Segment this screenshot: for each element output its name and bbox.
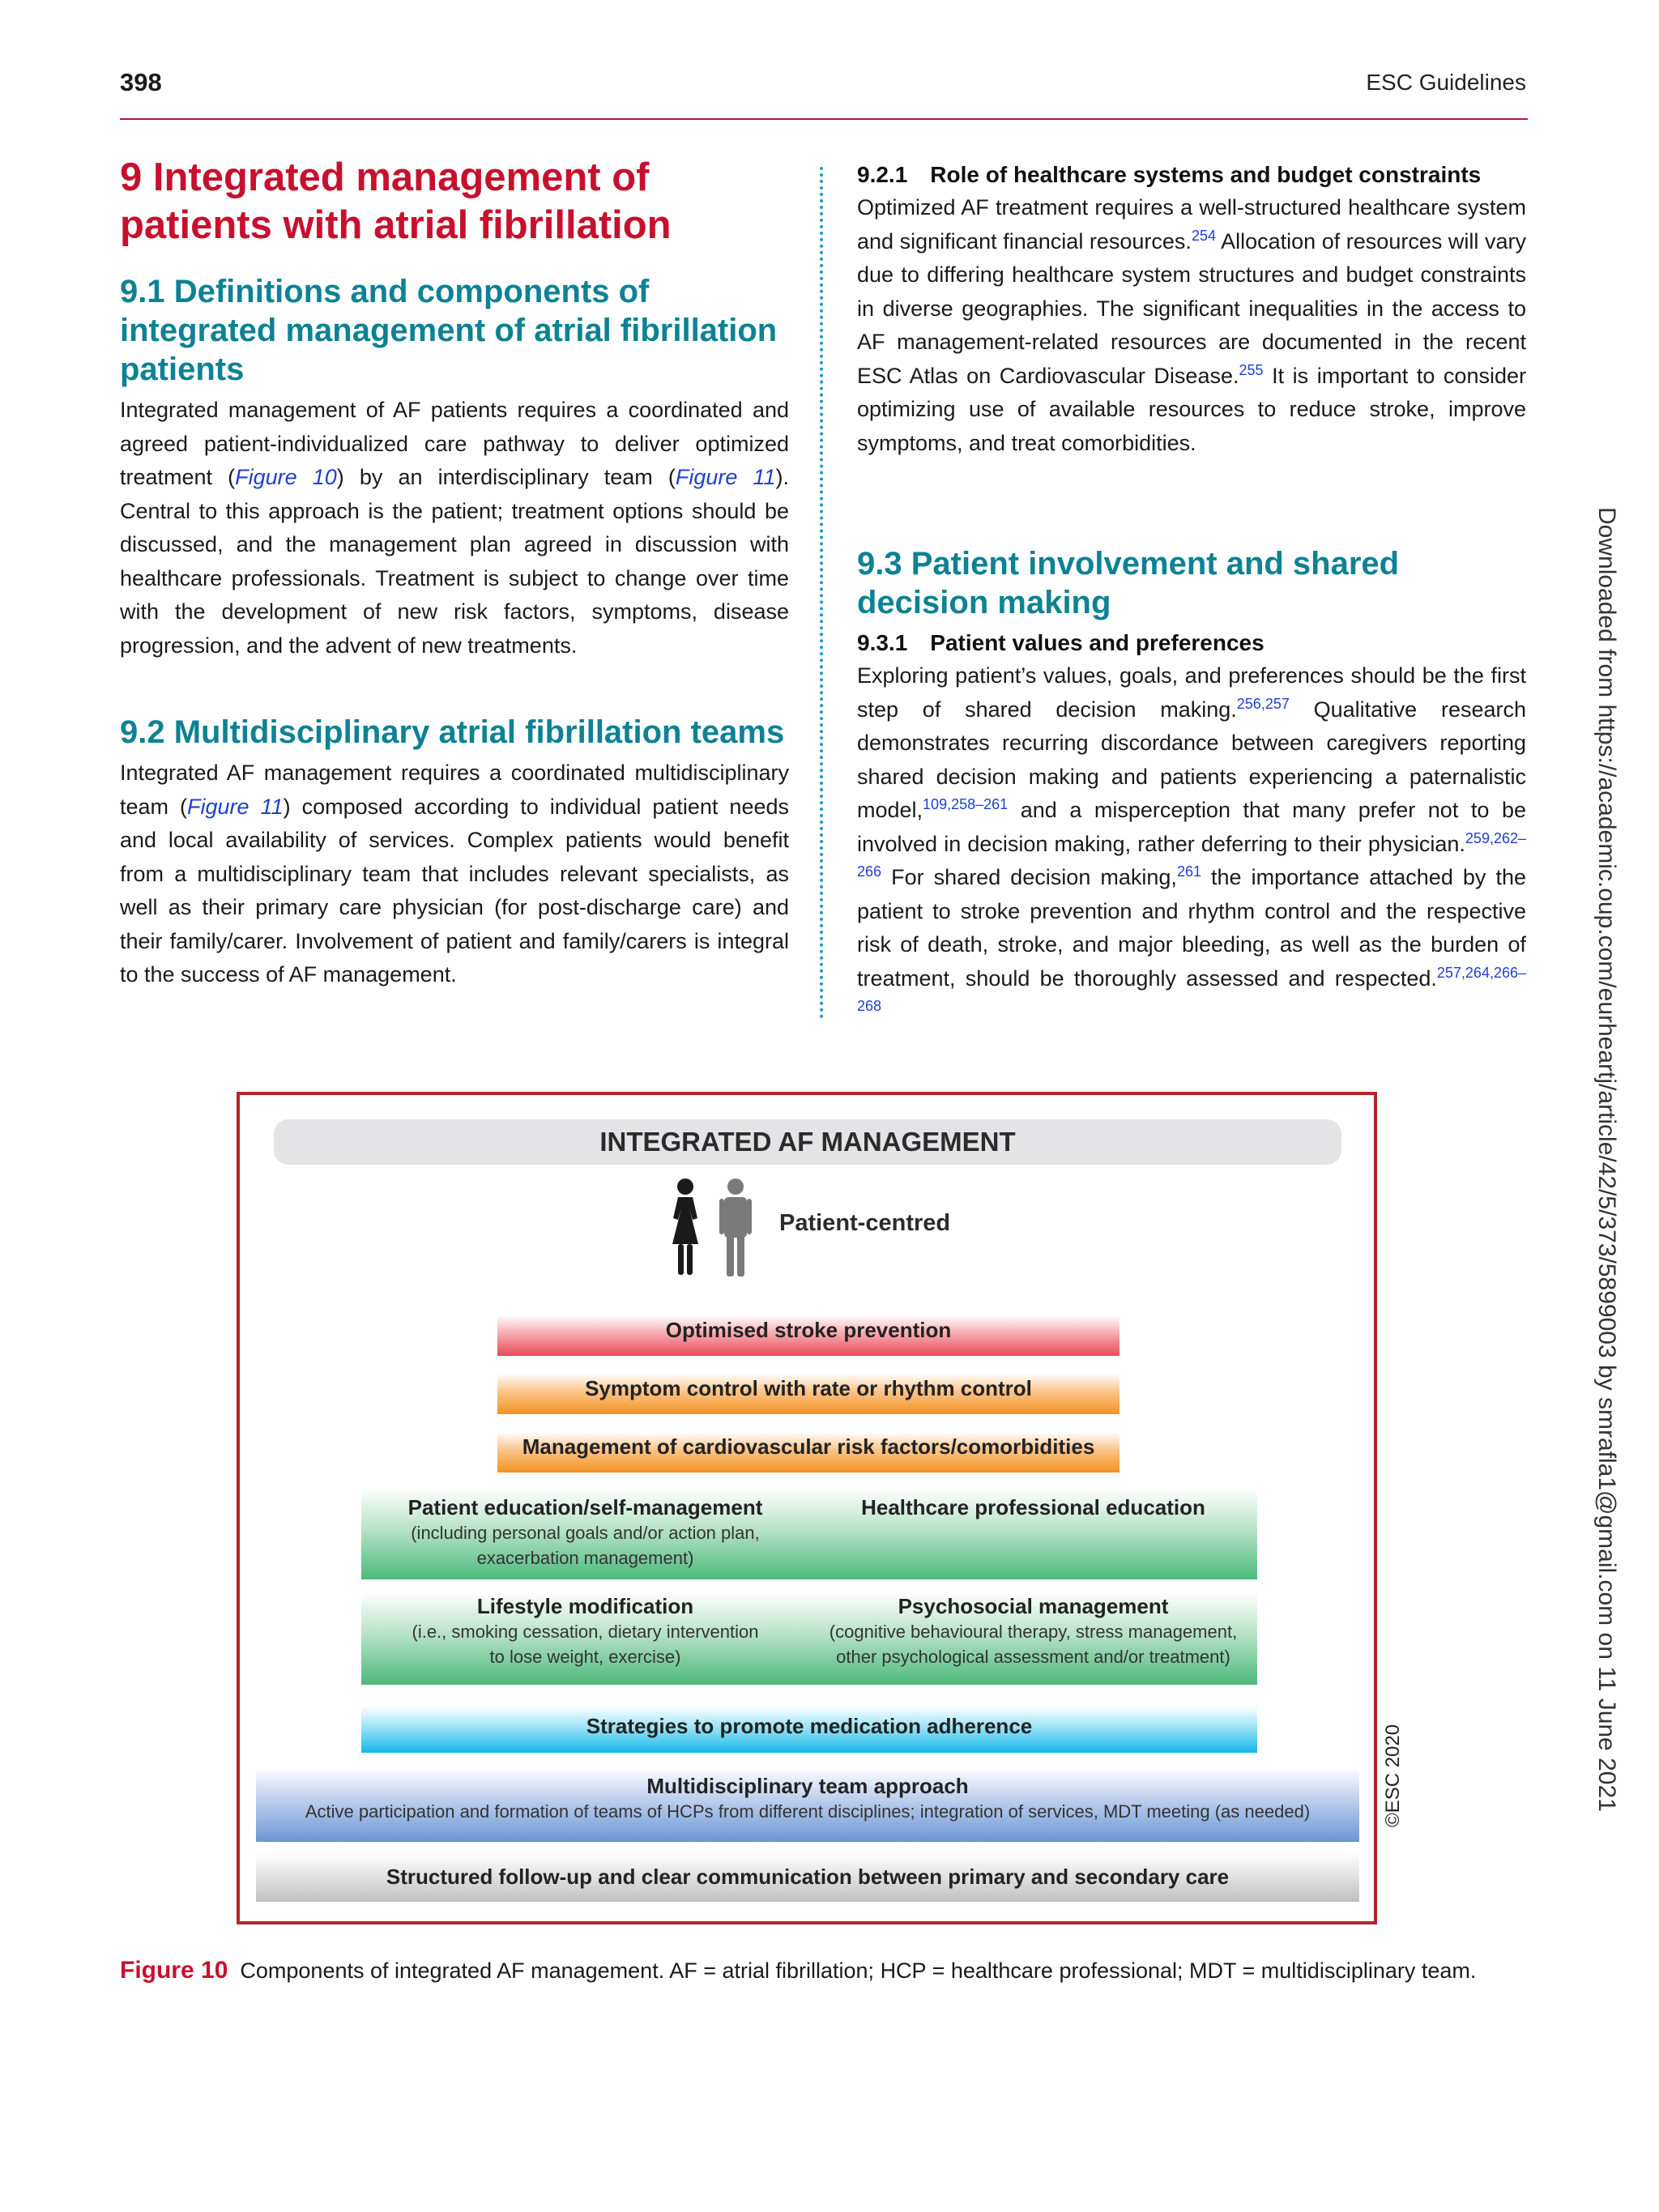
- woman-icon: [672, 1178, 698, 1275]
- mdt-approach-detail: Active participation and formation of teams of HCPs from different disciplines; integration of services, MDT meeting (as needed): [305, 1801, 1311, 1822]
- follow-up-layer: Structured follow-up and clear communication between primary and secondary care: [256, 1853, 1359, 1902]
- figure-title: INTEGRATED AF MANAGEMENT: [274, 1119, 1341, 1165]
- man-icon: [719, 1178, 752, 1276]
- page-number: 398: [120, 68, 162, 96]
- symptom-control-layer: Symptom control with rate or rhythm control: [497, 1374, 1120, 1414]
- section-title: 9 Integrated management of patients with atrial fibrillation: [120, 156, 672, 247]
- figure-caption: [120, 1957, 1476, 1984]
- section-9-3-1-paragraph: Exploring patient’s values, goals, and preferences should be the first step of shared decision making.$^{256,257}$ Qualitative research demonstrates recurring discordance between caregivers reporting shared decision making and patients experiencing a paternalistic model,$^{109,258-261}$ and a misperception that many prefer not to be involved in decision making, rather deferring to their physician.$^{259,262-266}$ For shared decision making,$^{261}$ the importance attached by the patient to stroke prevention and rhythm control and the respective risk of death, stroke, and major bleeding, as well as the burden of treatment, should be thoroughly assessed and respected.$^{257,264,266-268}$: [857, 663, 1526, 1014]
- lifestyle-detail-2: to lose weight, exercise): [489, 1647, 681, 1667]
- section-9-2-title: 9.2 Multidisciplinary atrial fibrillation teams: [120, 714, 785, 750]
- citation-link[interactable]: 259,262–266: [857, 829, 1526, 880]
- psychosocial-detail-1: (cognitive behavioural therapy, stress management,: [829, 1622, 1238, 1642]
- education-layer: [361, 1489, 1257, 1579]
- running-head: ESC Guidelines: [1366, 70, 1526, 95]
- patient-education-detail-1: (including personal goals and/or action plan,: [411, 1523, 760, 1543]
- figure-caption-text: Components of integrated AF management. AF = atrial fibrillation; HCP = healthcare professional; MDT = multidisciplinary team.: [240, 1958, 1477, 1983]
- header-rule: [120, 118, 1528, 120]
- citation-link[interactable]: 256,257: [1236, 695, 1290, 712]
- risk-factor-management-layer: Management of cardiovascular risk factors/comorbidities: [497, 1432, 1120, 1473]
- patient-centred-label: Patient-centred: [779, 1210, 951, 1236]
- psychosocial-management-label: Psychosocial management: [898, 1594, 1169, 1618]
- patient-education-detail-2: exacerbation management): [476, 1548, 694, 1568]
- citation-link[interactable]: 261: [1176, 863, 1201, 880]
- download-watermark: Downloaded from https://academic.oup.com/eurheartj/article/42/5/373/5899003 by smrafla1@gmail.com on 11 June 2021: [1593, 507, 1620, 1812]
- section-9-2-1-title: 9.2.1 Role of healthcare systems and budget constraints: [857, 162, 1482, 187]
- right-column: [857, 159, 1526, 1029]
- citation-link[interactable]: 257,264,266–268: [857, 964, 1526, 1014]
- patient-people-icon: [663, 1178, 761, 1278]
- figure-11-link[interactable]: Figure 11: [187, 794, 284, 819]
- citation-link[interactable]: 254: [1191, 227, 1216, 244]
- section-9-2-paragraph: Integrated AF management requires a coordinated multidisciplinary team (Figure 11) composed according to individual patient needs and local availability of services. Complex patients would benefit from a multidisciplinary team that includes relevant specialists, as well as their primary care physician (for post-discharge care) and their family/carer. Involvement of patient and family/carers is integral to the success of AF management.: [120, 761, 789, 987]
- lifestyle-modification-label: Lifestyle modification: [476, 1594, 694, 1618]
- patient-education-label: Patient education/self-management: [407, 1495, 763, 1519]
- citation-link[interactable]: 255: [1239, 361, 1264, 378]
- figure-caption-label: Figure 10: [120, 1957, 228, 1984]
- mdt-approach-label: Multidisciplinary team approach: [646, 1774, 969, 1798]
- copyright-label: ©ESC 2020: [1382, 1724, 1404, 1827]
- lifestyle-psychosocial-layer: [361, 1592, 1257, 1685]
- section-9-1-title: 9.1 Definitions and components of integrated management of atrial fibrillation patients: [120, 274, 778, 387]
- section-9-1-paragraph: Integrated management of AF patients requires a coordinated and agreed patient-individualized care pathway to deliver optimized treatment (Figure 10) by an interdisciplinary team (Figure 11). Central to this approach is the patient; treatment options should be discussed, and the management plan agreed in discussion with healthcare professionals. Treatment is subject to change over time with the development of new risk factors, symptoms, disease progression, and the advent of new treatments.: [120, 398, 790, 658]
- left-column: [120, 154, 789, 992]
- section-9-2-1-paragraph: Optimized AF treatment requires a well-structured healthcare system and significant financial resources.$^{254}$ Allocation of resources will vary due to differing healthcare system structures and budget constraints in diverse geographies. The significant inequalities in the access to AF management-related resources are documented in the recent ESC Atlas on Cardiovascular Disease.$^{255}$ It is important to consider optimizing use of available resources to reduce stroke, improve symptoms, and treat comorbidities.: [857, 195, 1526, 455]
- psychosocial-detail-2: other psychological assessment and/or treatment): [836, 1647, 1230, 1667]
- citation-link[interactable]: 109,258–261: [923, 796, 1009, 812]
- section-9-3-title: 9.3 Patient involvement and shared decision making: [857, 546, 1400, 620]
- medication-adherence-layer: Strategies to promote medication adherence: [361, 1706, 1257, 1753]
- stroke-prevention-layer: Optimised stroke prevention: [497, 1315, 1120, 1356]
- figure-11-link[interactable]: Figure 11: [675, 465, 776, 489]
- column-separator: [820, 167, 823, 1019]
- lifestyle-detail-1: (i.e., smoking cessation, dietary intervention: [412, 1622, 759, 1642]
- mdt-approach-layer: [256, 1767, 1359, 1842]
- figure-10-link[interactable]: Figure 10: [235, 465, 337, 489]
- section-9-3-1-title: 9.3.1 Patient values and preferences: [857, 630, 1265, 655]
- hcp-education-label: Healthcare professional education: [861, 1495, 1205, 1519]
